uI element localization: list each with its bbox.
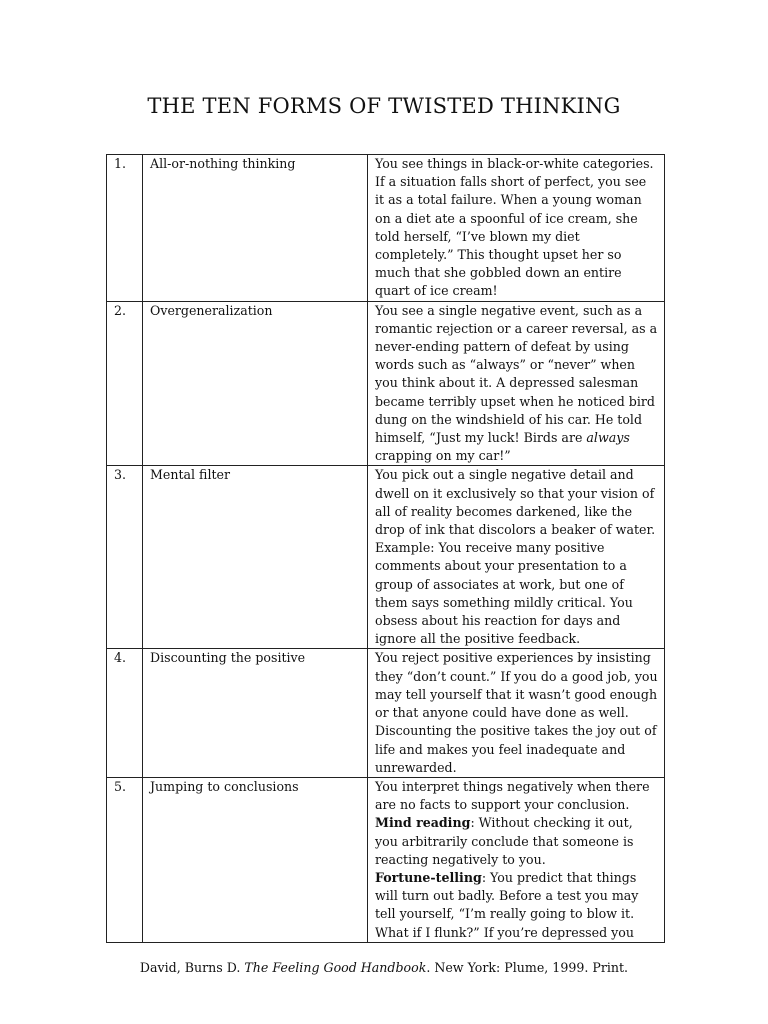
citation-author: David, Burns D.	[139, 960, 245, 975]
description-term: Fortune-telling	[375, 869, 482, 885]
distortion-name: Discounting the positive	[143, 649, 368, 777]
distortion-name: All-or-nothing thinking	[143, 155, 368, 302]
description-text: crapping on my car!”	[375, 448, 511, 464]
table-row	[107, 301, 665, 466]
description-text: You reject positive experiences by insisting they “don’t count.” If you do a good job, you may tell yourself that it wasn’t good enough or that anyone could have done as well. Discounting the positive takes the joy out of life and makes you feel inadequate and unrewarded.	[375, 650, 658, 775]
citation-rest: . New York: Plume, 1999. Print.	[426, 960, 629, 975]
table-row	[107, 777, 665, 942]
row-number: 2.	[107, 301, 143, 466]
document-title: THE TEN FORMS OF TWISTED THINKING	[147, 94, 621, 118]
description-text: You interpret things negatively when there are no facts to support your conclusion.	[375, 778, 650, 813]
table-row	[107, 155, 665, 302]
row-number: 4.	[107, 649, 143, 777]
distortions-table	[106, 154, 665, 943]
citation	[0, 960, 768, 975]
description-term: Mind reading	[375, 815, 471, 831]
description-text: You see things in black-or-white categories. If a situation falls short of perfect, you see it as a total failure. When a young woman on a diet ate a spoonful of ice cream, she told herself, “I’ve blown my diet completely.” This thought upset her so much that she gobbled down an entire quart of ice cream!	[375, 156, 654, 299]
description-text: always	[586, 430, 630, 446]
row-number: 3.	[107, 466, 143, 649]
table-row	[107, 649, 665, 777]
table-body	[107, 155, 665, 943]
distortion-name: Mental filter	[143, 466, 368, 649]
description-text: : Without checking it out, you arbitrarily conclude that someone is reacting negatively to you.	[375, 815, 634, 867]
description-text: You see a single negative event, such as a romantic rejection or a career reversal, as a never-ending pattern of defeat by using words such as “always” or “never” when you think about it. A depressed salesman became terribly upset when he noticed bird dung on the windshield of his car. He told himself, “Just my luck! Birds are	[375, 302, 658, 446]
distortion-description	[368, 466, 665, 649]
distortion-description	[368, 155, 665, 302]
distortion-description	[368, 649, 665, 777]
distortion-name: Jumping to conclusions	[143, 777, 368, 942]
citation-work: The Feeling Good Handbook	[244, 960, 427, 975]
row-number: 1.	[107, 155, 143, 302]
distortion-description	[368, 301, 665, 466]
description-text: You pick out a single negative detail and dwell on it exclusively so that your vision of all of reality becomes darkened, like the drop of ink that discolors a beaker of water. Example: You receive many positive comments about your presentation to a group of associates at work, but one of them says something mildly critical. You obsess about his reaction for days and ignore all the positive feedback.	[375, 467, 656, 647]
description-text: : You predict that things will turn out badly. Before a test you may tell yourself, “I’m really going to blow it. What if I flunk?” If you’re depressed you	[375, 869, 639, 940]
row-number: 5.	[107, 777, 143, 942]
distortion-name: Overgeneralization	[143, 301, 368, 466]
table-row	[107, 466, 665, 649]
distortion-description	[368, 777, 665, 942]
